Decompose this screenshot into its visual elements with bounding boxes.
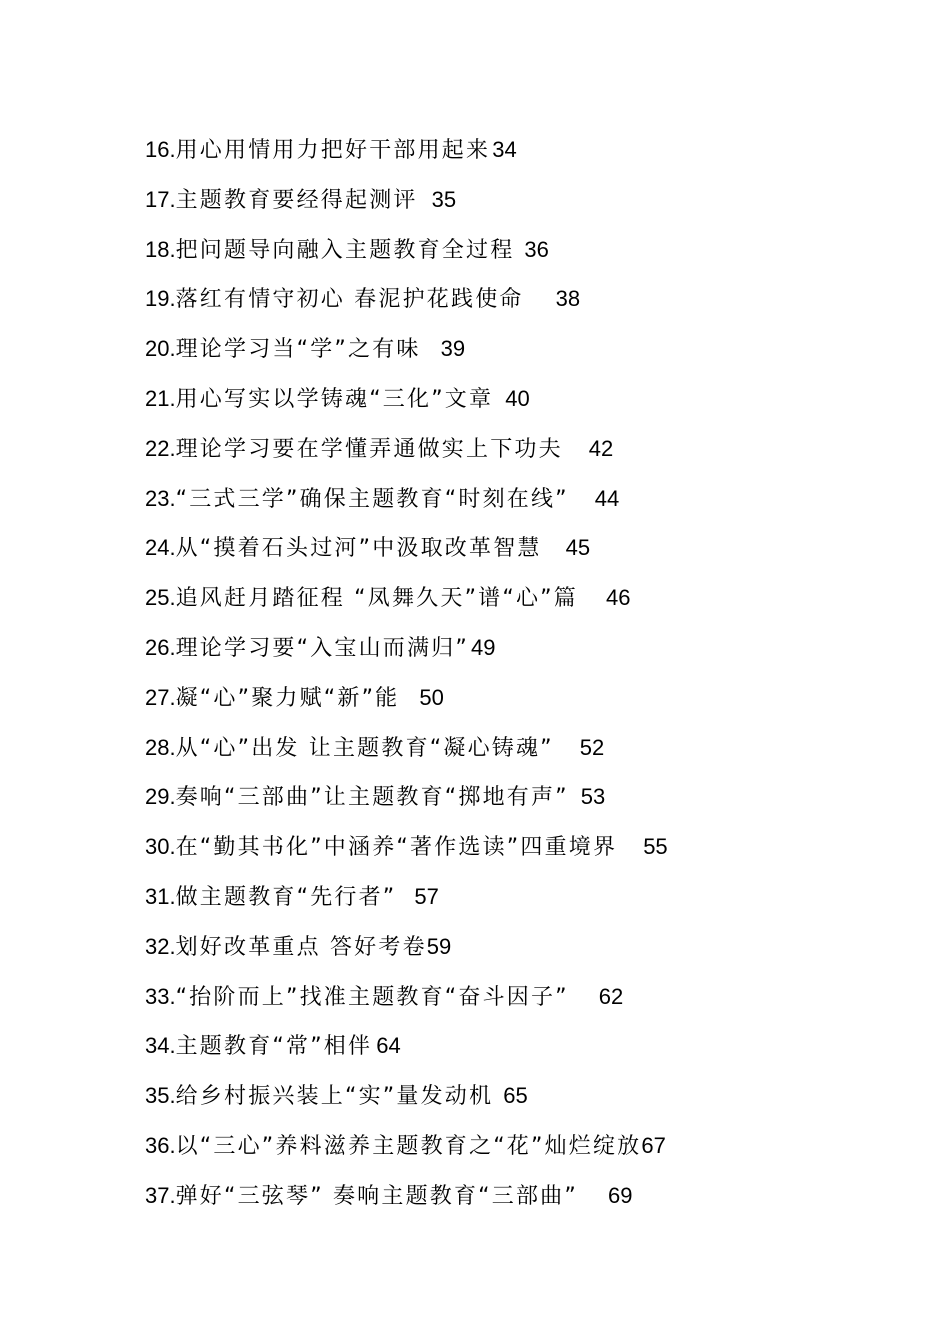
toc-entry-title: 弹好“三弦琴” 奏响主题教育“三部曲” [175, 1183, 578, 1209]
toc-entry [145, 728, 905, 778]
toc-entry-title: 追风赶月踏征程 “凤舞久天”谱“心”篇 [175, 586, 578, 612]
toc-entry [145, 877, 905, 927]
toc-entry-number: 16. [145, 137, 176, 162]
toc-entry-page: 55 [643, 834, 668, 860]
toc-entry-title: 主题教育“常”相伴 [175, 1034, 373, 1060]
toc-entry-page: 64 [376, 1033, 401, 1059]
toc-entry [145, 230, 905, 280]
toc-entry-number: 20. [145, 336, 176, 362]
toc-entry-page: 69 [607, 1182, 633, 1208]
toc-entry-title: 做主题教育“先行者” [175, 884, 397, 910]
toc-entry-page: 40 [505, 385, 530, 411]
toc-entry-page: 39 [440, 336, 466, 362]
toc-entry [145, 130, 905, 180]
toc-entry-page: 49 [471, 634, 496, 660]
toc-entry-page: 44 [594, 485, 620, 511]
toc-entry-title: 奏响“三部曲”让主题教育“掷地有声” [175, 785, 569, 811]
toc-entry [145, 479, 905, 529]
toc-entry [145, 1026, 905, 1076]
toc-entry [145, 1126, 905, 1176]
toc-entry-page: 52 [579, 734, 605, 760]
toc-entry-title: 从“心”出发 让主题教育“凝心铸魂” [175, 735, 554, 761]
toc-entry [145, 1176, 905, 1226]
toc-entry-title: 以“三心”养料滋养主题教育之“花”灿烂绽放 [175, 1133, 642, 1159]
toc-entry [145, 578, 905, 628]
toc-entry-page: 35 [431, 186, 457, 212]
toc-entry [145, 977, 905, 1027]
toc-entry-title: 落红有情守初心 春泥护花践使命 [175, 287, 524, 313]
toc-entry-number: 19. [145, 286, 176, 312]
toc-entry-page: 38 [555, 286, 581, 312]
toc-entry-number: 26. [145, 634, 176, 660]
toc-entry-page: 65 [503, 1083, 528, 1109]
toc-entry-number: 29. [145, 784, 176, 810]
toc-entry-number: 36. [145, 1132, 176, 1158]
toc-entry-number: 17. [145, 186, 176, 212]
toc-entry-title: 理论学习当“学”之有味 [175, 337, 421, 363]
toc-entry-number: 18. [145, 236, 176, 262]
toc-entry [145, 628, 905, 678]
toc-entry-number: 33. [145, 983, 176, 1009]
toc-entry-page: 53 [580, 784, 606, 810]
toc-entry-title: 用心用情用力把好干部用起来 [175, 138, 491, 163]
toc-entry-number: 34. [145, 1033, 176, 1059]
toc-entry-number: 25. [145, 585, 176, 611]
toc-entry [145, 429, 905, 479]
toc-entry [145, 180, 905, 230]
toc-entry-number: 21. [145, 385, 176, 411]
toc-entry-number: 32. [145, 933, 176, 959]
toc-entry [145, 678, 905, 728]
toc-entry-page: 45 [565, 535, 591, 561]
toc-entry-page: 46 [605, 585, 631, 611]
toc-entry-title: “抬阶而上”找准主题教育“奋斗因子” [175, 984, 569, 1010]
toc-entry-number: 27. [145, 684, 176, 710]
toc-entry-page: 36 [524, 236, 549, 262]
toc-entry [145, 329, 905, 379]
toc-entry-title: 凝“心”聚力赋“新”能 [175, 685, 400, 711]
toc-entry-number: 35. [145, 1083, 176, 1109]
toc-entry-page: 62 [598, 983, 624, 1009]
toc-entry-title: 用心写实以学铸魂“三化”文章 [175, 386, 494, 412]
toc-entry-title: 从“摸着石头过河”中汲取改革智慧 [175, 536, 542, 562]
toc-entry-title: 在“勤其书化”中涵养“著作选读”四重境界 [175, 835, 618, 861]
toc-entry-title: 理论学习要“入宝山而满归” [175, 635, 469, 661]
toc-entry-title: “三式三学”确保主题教育“时刻在线” [175, 486, 569, 512]
toc-entry-title: 给乡村振兴装上“实”量发动机 [175, 1084, 494, 1110]
toc-entry-title: 理论学习要在学懂弄通做实上下功夫 [175, 436, 563, 462]
toc-entry [145, 528, 905, 578]
toc-entry-page: 50 [419, 684, 444, 710]
toc-entry-number: 37. [145, 1182, 176, 1208]
toc-entry [145, 379, 905, 429]
toc-entry-title: 把问题导向融入主题教育全过程 [175, 237, 515, 263]
toc-entry-page: 34 [492, 137, 517, 162]
toc-entry [145, 1076, 905, 1126]
toc-entry-number: 28. [145, 734, 176, 760]
toc-entry-title: 划好改革重点 答好考卷 [175, 934, 427, 960]
toc-entry-page: 42 [588, 435, 614, 461]
toc-entry-title: 主题教育要经得起测评 [175, 187, 418, 213]
table-of-contents [145, 130, 905, 1226]
toc-entry-page: 59 [426, 933, 452, 959]
toc-entry [145, 927, 905, 977]
toc-entry-number: 23. [145, 485, 176, 511]
toc-entry-page: 57 [414, 883, 439, 909]
toc-entry [145, 777, 905, 827]
toc-entry [145, 827, 905, 877]
toc-entry-number: 30. [145, 834, 176, 860]
toc-entry [145, 279, 905, 329]
toc-entry-page: 67 [641, 1132, 666, 1158]
toc-entry-number: 24. [145, 535, 176, 561]
toc-entry-number: 22. [145, 435, 176, 461]
toc-entry-number: 31. [145, 883, 176, 909]
